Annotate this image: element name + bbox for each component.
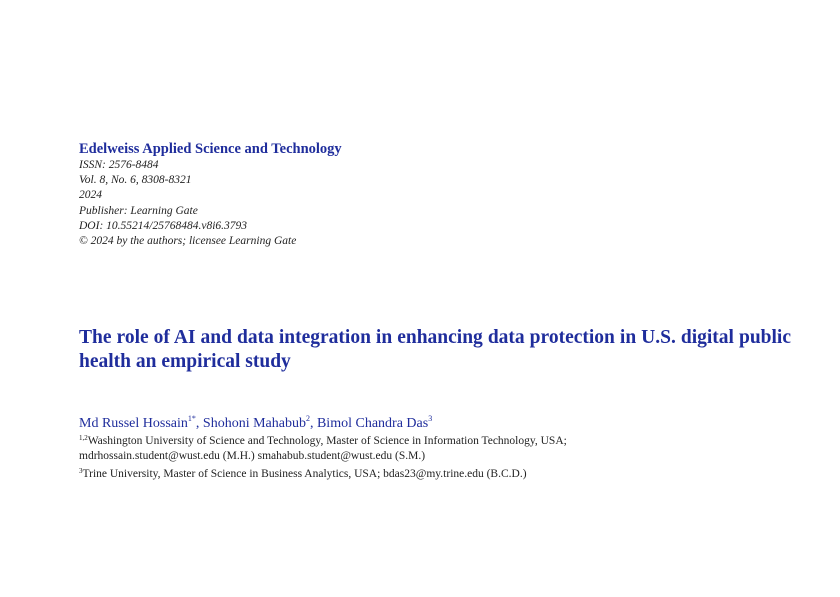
- author-separator: ,: [195, 416, 203, 431]
- author-name: Shohoni Mahabub: [202, 416, 306, 431]
- affiliations: [79, 431, 779, 483]
- journal-copyright: © 2024 by the authors; licensee Learning Gate: [79, 235, 297, 248]
- affiliation-1: [79, 431, 779, 449]
- affiliation-text: Washington University of Science and Technology, Master of Science in Information Technology, USA;: [87, 435, 567, 447]
- journal-name: Edelweiss Applied Science and Technology: [79, 141, 342, 157]
- affiliation-emails[interactable]: mdrhossain.student@wust.edu (M.H.) smahabub.student@wust.edu (S.M.): [79, 450, 426, 463]
- journal-volume: Vol. 8, No. 6, 8308-8321: [79, 174, 192, 187]
- author-affiliation-mark: 1*: [187, 414, 196, 423]
- journal-issn: ISSN: 2576-8484: [79, 159, 159, 171]
- author-affiliation-mark: 2: [305, 414, 310, 423]
- journal-doi[interactable]: DOI: 10.55214/25768484.v8i6.3793: [79, 219, 248, 232]
- journal-info: [79, 140, 342, 249]
- author-separator: ,: [309, 416, 317, 431]
- paper-title: The role of AI and data integration in enhancing data protection in U.S. digital public health an empirical study: [79, 327, 791, 372]
- affiliation-2: [79, 464, 779, 482]
- journal-publisher: Publisher: Learning Gate: [79, 204, 198, 217]
- author-list: [79, 410, 432, 433]
- author-name: Bimol Chandra Das: [316, 416, 429, 431]
- affiliation-mark: 1,2: [79, 434, 88, 442]
- author-affiliation-mark: 3: [428, 414, 433, 423]
- author-name: Md Russel Hossain: [79, 416, 188, 431]
- journal-year: 2024: [79, 189, 102, 202]
- affiliation-mark: 3: [79, 467, 83, 476]
- affiliation-text: Trine University, Master of Science in Business Analytics, USA; bdas23@my.trine.edu (B.C.D.): [82, 468, 527, 481]
